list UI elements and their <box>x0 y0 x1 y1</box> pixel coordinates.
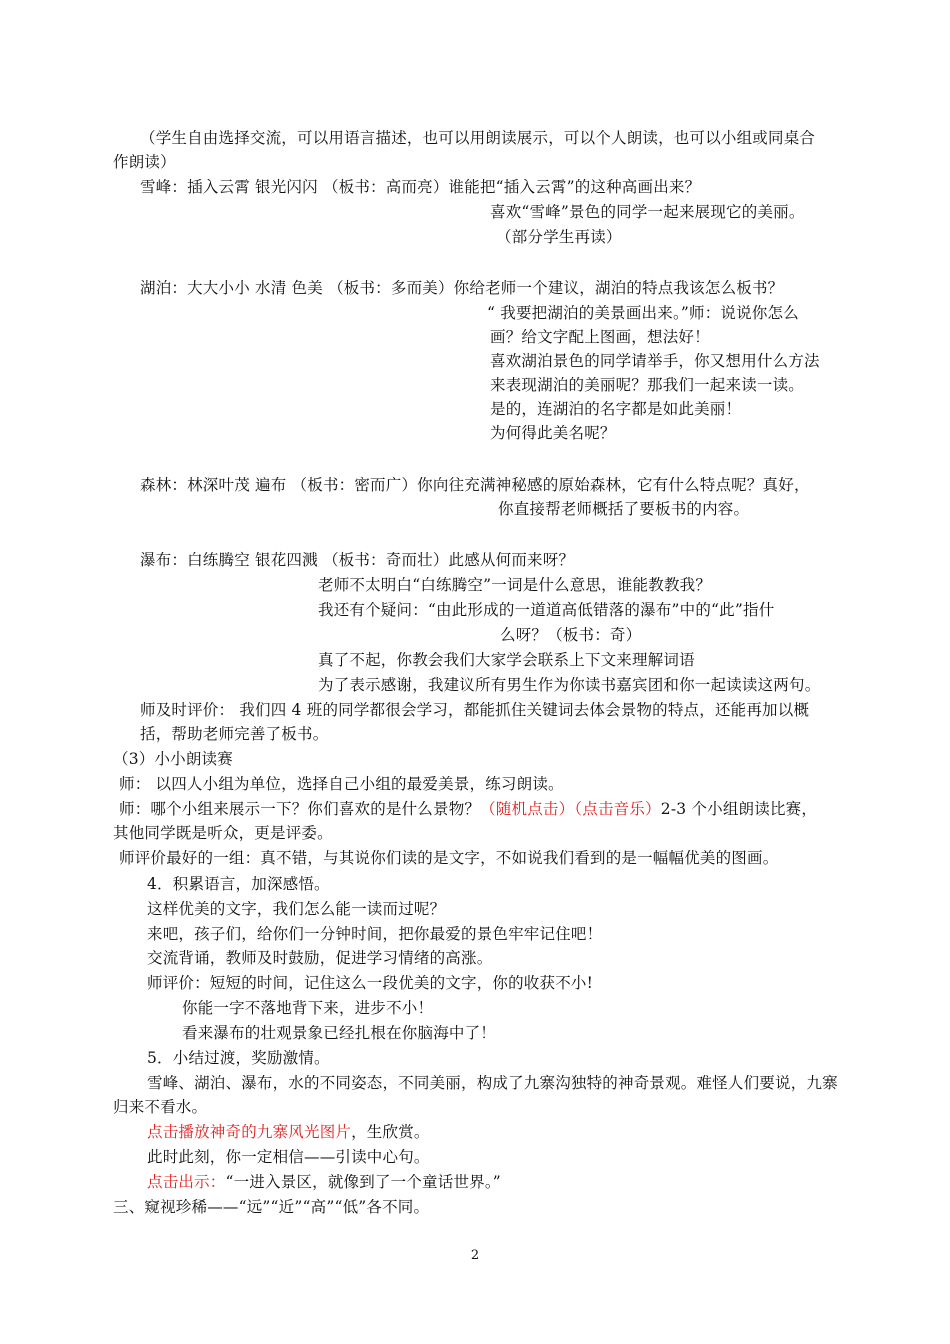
section-heading: 4．积累语言，加深感悟。 <box>147 875 330 893</box>
text-line: 湖泊：大大小小 水清 色美 （板书：多而美）你给老师一个建议，湖泊的特点我该怎么板书？ <box>140 279 784 297</box>
text-segment: 师：哪个小组来展示一下？你们喜欢的是什么景物？ <box>119 800 481 818</box>
text-line: 看来瀑布的壮观景象已经扎根在你脑海中了！ <box>182 1024 497 1042</box>
text-line: （部分学生再读） <box>496 228 622 246</box>
text-line: 这样优美的文字，我们怎么能一读而过呢？ <box>147 900 446 918</box>
section-heading: 5．小结过渡，奖励激情。 <box>147 1049 330 1067</box>
text-line: 真了不起，你教会我们大家学会联系上下文来理解词语 <box>318 651 695 669</box>
text-line: 为了表示感谢，我建议所有男生作为你读书嘉宾团和你一起读读这两句。 <box>318 676 821 694</box>
text-line <box>147 1170 501 1194</box>
text-line: 作朗读） <box>113 153 176 171</box>
text-line: 来吧，孩子们，给你们一分钟时间，把你最爱的景色牢牢记住吧！ <box>147 925 603 943</box>
text-segment: ，生欣赏。 <box>351 1123 430 1141</box>
page-number: 2 <box>470 1248 480 1263</box>
action-highlight: （随机点击）（点击音乐） <box>480 800 661 818</box>
text-line: 来表现湖泊的美丽呢？那我们一起来读一读。 <box>490 376 805 394</box>
text-line: 画？给文字配上图画，想法好！ <box>490 328 710 346</box>
text-line <box>119 797 817 821</box>
action-highlight: 点击播放神奇的九寨风光图片 <box>147 1123 352 1141</box>
text-line: 森林：林深叶茂 遍布 （板书：密而广）你向往充满神秘感的原始森林，它有什么特点呢？真好， <box>140 476 810 494</box>
text-line: 其他同学既是听众，更是评委。 <box>113 824 333 842</box>
text-line: 喜欢“雪峰”景色的同学一起来展现它的美丽。 <box>490 203 805 221</box>
text-line: 为何得此美名呢？ <box>490 424 616 442</box>
text-segment: “一进入景区，就像到了一个童话世界。” <box>225 1173 501 1191</box>
text-line <box>147 1120 430 1144</box>
text-line: 你能一字不落地背下来，进步不小！ <box>182 999 434 1017</box>
section-heading: 三、窥视珍稀——“远”“近”“高”“低”各不同。 <box>113 1198 430 1216</box>
text-line: 雪峰：插入云霄 银光闪闪 （板书：高而亮）谁能把“插入云霄”的这种高画出来？ <box>140 178 701 196</box>
text-line: 喜欢湖泊景色的同学请举手，你又想用什么方法 <box>490 352 820 370</box>
text-line: （学生自由选择交流，可以用语言描述，也可以用朗读展示，可以个人朗读，也可以小组或同桌合 <box>140 129 816 147</box>
text-line: 师评价最好的一组：真不错，与其说你们读的是文字，不如说我们看到的是一幅幅优美的图画。 <box>119 849 779 867</box>
text-segment: 2-3 个小组朗读比赛， <box>660 800 818 818</box>
text-line: 雪峰、湖泊、瀑布，水的不同姿态，不同美丽，构成了九寨沟独特的神奇景观。难怪人们要说，九寨 <box>147 1074 838 1092</box>
text-line: 括，帮助老师完善了板书。 <box>140 725 329 743</box>
text-line: 师评价：短短的时间，记住这么一段优美的文字，你的收获不小! <box>147 974 594 992</box>
action-highlight: 点击出示： <box>147 1173 226 1191</box>
text-line: 是的，连湖泊的名字都是如此美丽！ <box>490 400 742 418</box>
text-line: 归来不看水。 <box>113 1098 208 1116</box>
text-line: 师及时评价： 我们四 4 班的同学都很会学习，都能抓住关键词去体会景物的特点，还能再加以概 <box>140 701 810 719</box>
text-line: 此时此刻，你一定相信——引读中心句。 <box>147 1148 430 1166</box>
section-heading: （3）小小朗读赛 <box>113 750 233 768</box>
text-line: “ 我要把湖泊的美景画出来。”师：说说你怎么 <box>487 304 799 322</box>
text-line: 我还有个疑问：“由此形成的一道道高低错落的瀑布”中的“此”指什 <box>318 601 775 619</box>
text-line: 师： 以四人小组为单位，选择自己小组的最爱美景，练习朗读。 <box>119 775 564 793</box>
text-line: 你直接帮老师概括了要板书的内容。 <box>498 500 750 518</box>
text-line: 老师不太明白“白练腾空”一词是什么意思，谁能教教我？ <box>318 576 712 594</box>
text-line: 瀑布：白练腾空 银花四溅 （板书：奇而壮）此感从何而来呀？ <box>140 551 575 569</box>
text-line: 么呀？（板书：奇） <box>500 626 642 644</box>
text-line: 交流背诵，教师及时鼓励，促进学习情绪的高涨。 <box>147 949 493 967</box>
